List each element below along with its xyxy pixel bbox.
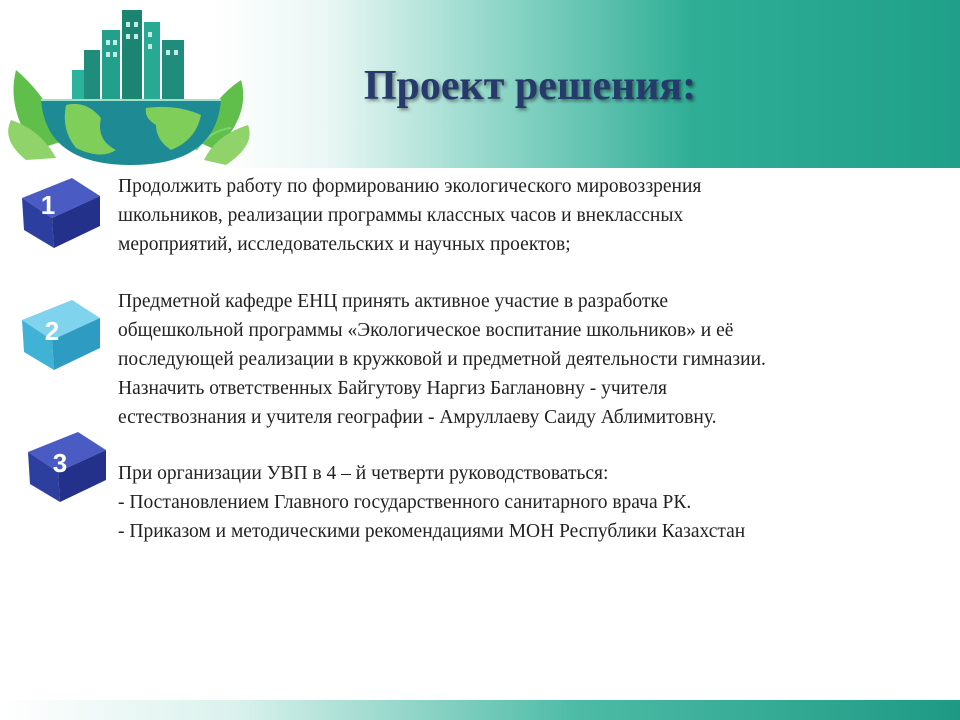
text-line: Продолжить работу по формированию экологического мировоззрения — [118, 176, 702, 197]
number-cube-3 — [20, 424, 112, 504]
text-line: последующей реализации в кружковой и предметной деятельности гимназии. — [118, 349, 766, 370]
text-line: школьников, реализации программы классных часов и внеклассных — [118, 205, 684, 226]
item-3-text — [118, 459, 745, 546]
item-1-text — [118, 172, 701, 259]
number-cube-2 — [14, 292, 106, 372]
text-line: общешкольной программы «Экологическое воспитание школьников» и её — [118, 320, 734, 341]
eco-city-globe-icon — [6, 0, 256, 170]
text-line: мероприятий, исследовательских и научных проектов; — [118, 234, 571, 255]
text-line: - Постановлением Главного государственного санитарного врача РК. — [118, 492, 692, 513]
text-line: Предметной кафедре ЕНЦ принять активное участие в разработке — [118, 291, 669, 312]
item-number: 2 — [44, 316, 60, 346]
slide-title: Проект решения: — [363, 63, 697, 109]
item-number: 1 — [40, 190, 56, 220]
footer-band — [0, 700, 960, 720]
text-line: - Приказом и методическими рекомендациями МОН Республики Казахстан — [118, 521, 746, 542]
text-line: Назначить ответственных Байгутову Наргиз Баглановну - учителя — [118, 378, 667, 399]
item-number: 3 — [52, 448, 68, 478]
number-cube-1 — [14, 170, 106, 250]
text-line: При организации УВП в 4 – й четверти руководствоваться: — [118, 463, 609, 484]
text-line: естествознания и учителя географии - Амруллаеву Саиду Аблимитовну. — [118, 407, 717, 428]
item-2-text — [118, 287, 766, 432]
